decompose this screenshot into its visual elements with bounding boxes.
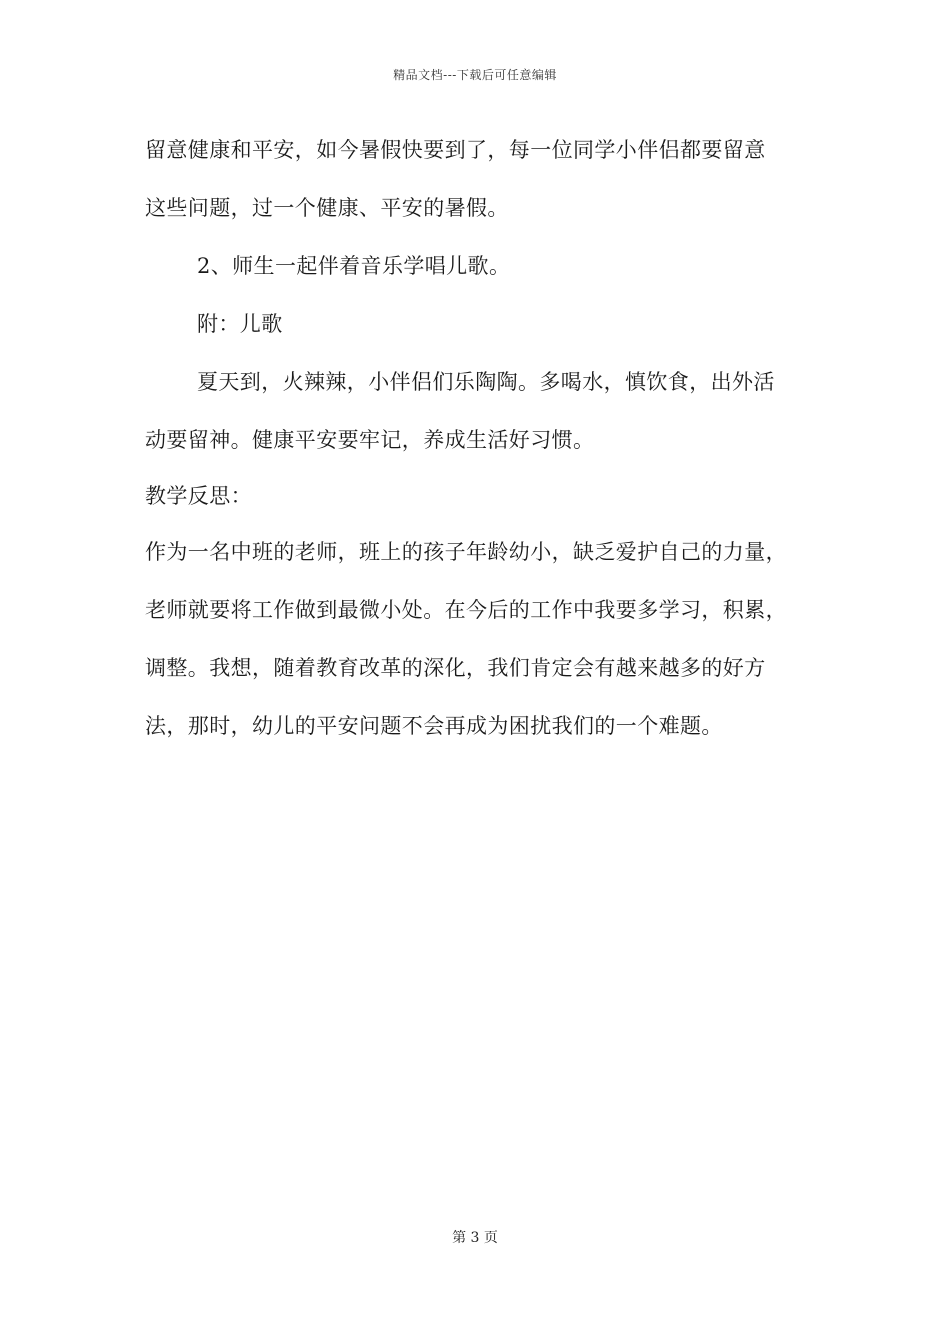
body-line-1: 留意健康和平安，如今暑假快要到了，每一位同学小伴侣都要留意 (145, 138, 766, 162)
body-line-5: 夏天到，火辣辣，小伴侣们乐陶陶。多喝水，慎饮食，出外活 (197, 370, 775, 394)
body-line-4: 附：儿歌 (197, 312, 283, 336)
body-line-2: 这些问题，过一个健康、平安的暑假。 (145, 196, 509, 220)
body-line-9: 老师就要将工作做到最微小处。在今后的工作中我要多学习，积累， (145, 598, 787, 622)
body-line-3: 2、师生一起伴着音乐学唱儿歌。 (197, 254, 511, 278)
page-header: 精品文档---下载后可任意编辑 (393, 68, 557, 82)
body-line-11: 法，那时，幼儿的平安问题不会再成为困扰我们的一个难题。 (145, 714, 723, 738)
body-line-8: 作为一名中班的老师，班上的孩子年龄幼小，缺乏爱护自己的力量， (145, 540, 787, 564)
body-line-6: 动要留神。健康平安要牢记，养成生活好习惯。 (145, 428, 595, 452)
body-line-10: 调整。我想，随着教育改革的深化，我们肯定会有越来越多的好方 (145, 656, 766, 680)
section-heading: 教学反思： (145, 484, 252, 508)
page-number: 第 3 页 (452, 1230, 498, 1246)
